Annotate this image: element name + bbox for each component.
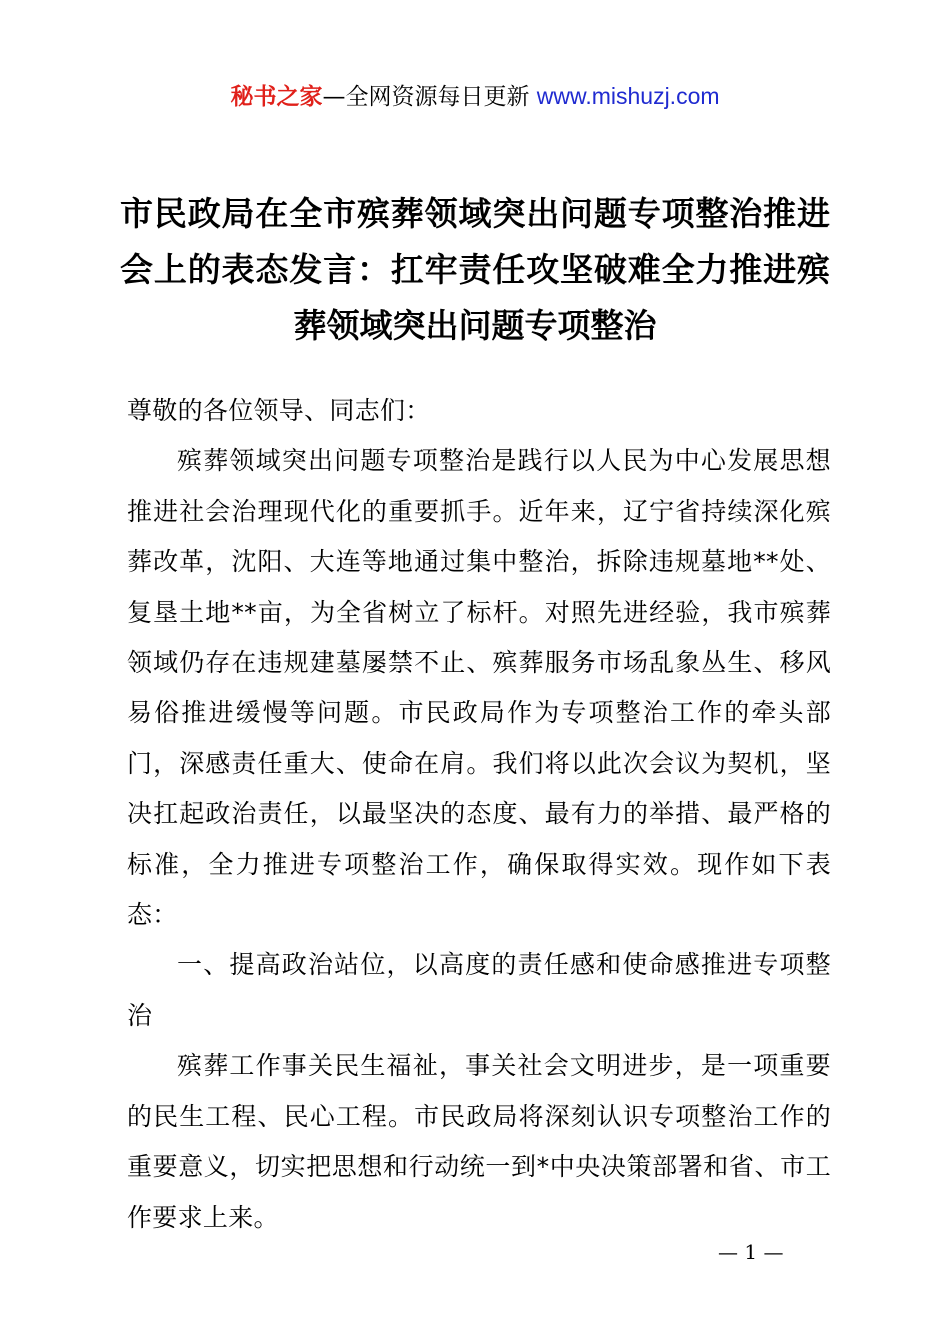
page-number: — 1 — <box>718 1240 784 1264</box>
document-body <box>127 386 831 1243</box>
body-paragraph: 殡葬工作事关民生福祉，事关社会文明进步，是一项重要的民生工程、民心工程。市民政局将深刻认识专项整治工作的重要意义，切实把思想和行动统一到*中央决策部署和省、市工作要求上来。 <box>127 1051 831 1232</box>
site-header <box>0 80 950 113</box>
document-title: 市民政局在全市殡葬领域突出问题专项整治推进会上的表态发言：扛牢责任攻坚破难全力推进殡葬领域突出问题专项整治 <box>120 194 830 345</box>
body-paragraph: 殡葬领域突出问题专项整治是践行以人民为中心发展思想推进社会治理现代化的重要抓手。近年来，辽宁省持续深化殡葬改革，沈阳、大连等地通过集中整治，拆除违规墓地**处、复垦土地**亩，为全省树立了标杆。对照先进经验，我市殡葬领域仍存在违规建墓屡禁不止、殡葬服务市场乱象丛生、移风易俗推进缓慢等问题。市民政局作为专项整治工作的牵头部门，深感责任重大、使命在肩。我们将以此次会议为契机，坚决扛起政治责任，以最坚决的态度、最有力的举措、最严格的标准，全力推进专项整治工作，确保取得实效。现作如下表态： <box>127 446 831 930</box>
header-slogan: —全网资源每日更新 <box>322 84 537 110</box>
section-heading: 一、提高政治站位，以高度的责任感和使命感推进专项整治 <box>127 950 831 1030</box>
site-url-link[interactable]: www.mishuzj.com <box>536 83 720 109</box>
salutation: 尊敬的各位领导、同志们： <box>127 396 431 425</box>
brand-name: 秘书之家 <box>230 84 323 110</box>
